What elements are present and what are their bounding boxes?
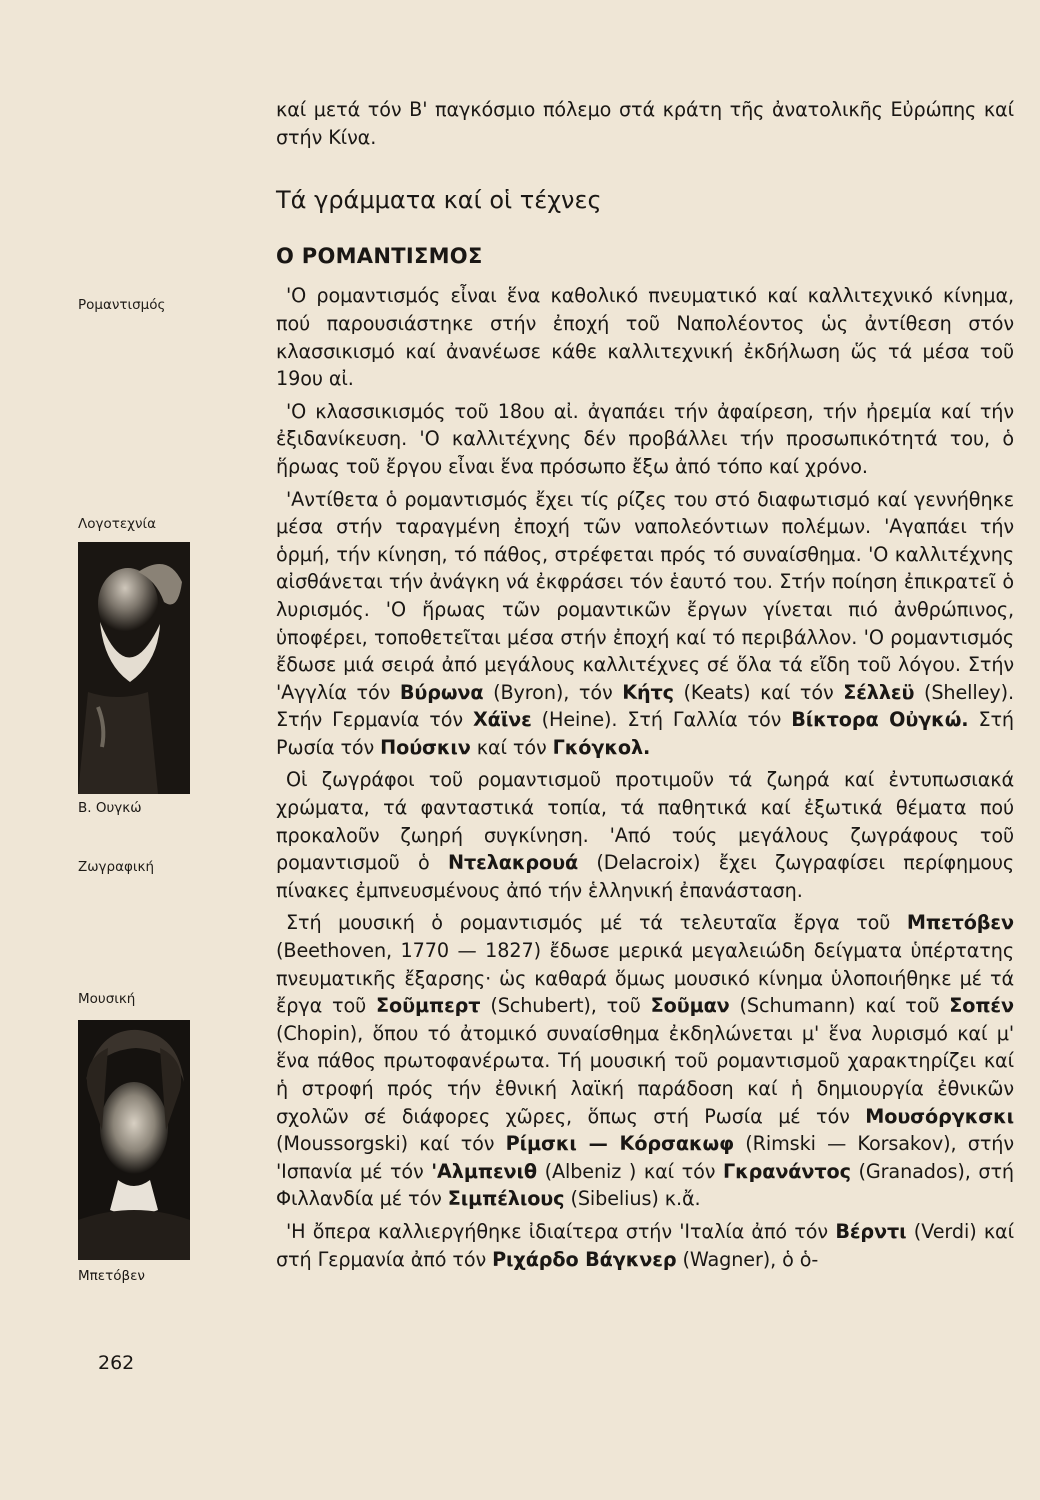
text-run: 'Η ὄπερα καλλιεργήθηκε ἰδιαίτερα στήν 'Ιταλία ἀπό τόν — [286, 1219, 836, 1243]
text-run: (Shelley). Στήν Γερμανία τόν — [276, 680, 1014, 732]
bold-name: Σοπέν — [949, 994, 1014, 1018]
body-paragraphs — [276, 282, 1014, 1273]
bold-name: Γκρανάντος — [722, 1159, 851, 1183]
text-run: (Verdi) καί στή Γερμανία ἀπό τόν — [276, 1219, 1014, 1271]
bold-name: Χάϊνε — [472, 708, 532, 732]
text-run: Στή μουσική ὁ ρομαντισμός μέ τά τελευταῖα ἔργα τοῦ — [286, 911, 907, 935]
text-run: 'Ο κλασσικισμός τοῦ 18ου αἰ. ἀγαπάει τήν ἀφαίρεση, τήν ἠρεμία καί τήν ἐξιδανίκευση. 'Ο καλλιτέχνης δέν προβάλλει τήν προσωπικότητά του, ὁ ἥρωας τοῦ ἔργου εἶναι ἕνα πρόσωπο ἔξω ἀπό τόπο καί χρόνο. — [276, 399, 1014, 478]
text-run: (Albeniz ) καί τόν — [536, 1159, 723, 1183]
margin-label-music: Μουσική — [78, 991, 136, 1007]
text-run: (Sibelius) κ.ἄ. — [564, 1187, 701, 1211]
bold-name: Ρίμσκι — Κόρσακωφ — [505, 1132, 734, 1156]
bold-name: Κήτς — [622, 680, 674, 704]
intro-text: καί μετά τόν Β' παγκόσμιο πόλεμο στά κράτη τῆς ἀνατολικῆς Εὐρώπης καί στήν Κίνα. — [276, 98, 1014, 149]
portrait-beethoven — [78, 1020, 190, 1260]
bold-name: Βίκτορα Οὐγκώ. — [791, 708, 969, 732]
bold-name: Μουσόργκσκι — [865, 1104, 1014, 1128]
text-run: (Heine). Στή Γαλλία τόν — [531, 708, 792, 732]
section-title: Τά γράμματα καί οἱ τέχνες — [276, 186, 602, 215]
body-paragraph — [276, 282, 1014, 392]
text-run: (Schumann) καί τοῦ — [729, 994, 950, 1018]
margin-label-literature: Λογοτεχνία — [78, 516, 156, 532]
body-paragraph — [276, 486, 1014, 762]
caption-beethoven: Μπετόβεν — [78, 1268, 145, 1284]
text-run: (Moussorgski) καί τόν — [276, 1132, 506, 1156]
bold-name: Βέρντι — [835, 1219, 907, 1243]
bold-name: Σιμπέλιους — [447, 1187, 565, 1211]
bold-name: Ντελακρουά — [448, 851, 579, 875]
text-run: (Wagner), ὁ ὁ- — [676, 1247, 819, 1271]
text-run: (Delacroix) ἔχει ζωγραφίσει περίφημους πίνακες ἐμπνευσμένους ἀπό τήν ἑλληνική ἐπανάσταση. — [276, 851, 1014, 902]
text-run: (Chopin), ὅπου τό ἀτομικό συναίσθημα ἐκδηλώνεται μ' ἕνα λυρισμό καί μ' ἕνα πάθος πρωτοφανέρωτα. Τή μουσική τοῦ ρομαντισμοῦ χαρακτηρίζει καί ἡ στροφή πρός τήν ἐθνική λαϊκή παράδοση καί ἡ δημιουργία ἐθνικῶν σχολῶν σέ διάφορες χῶρες, ὅπως στή Ρωσία μέ τόν — [276, 1021, 1014, 1128]
text-run: (Byron), τόν — [483, 680, 623, 704]
text-run: (Rimski — Korsakov), στήν 'Ισπανία μέ τόν — [276, 1132, 1014, 1183]
bold-name: 'Αλμπενιθ — [431, 1159, 537, 1183]
text-run: (Granados), στή Φιλλανδία μέ τόν — [276, 1159, 1014, 1211]
bold-name: Μπετόβεν — [906, 911, 1014, 935]
margin-label-painting: Ζωγραφική — [78, 859, 154, 875]
page-number: 262 — [98, 1352, 135, 1374]
bold-name: Γκόγκολ. — [552, 735, 651, 759]
bold-name: Βύρωνα — [399, 680, 484, 704]
portrait-victor-hugo — [78, 542, 190, 794]
bold-name: Ριχάρδο Βάγκνερ — [492, 1247, 677, 1271]
bold-name: Πούσκιν — [380, 735, 471, 759]
body-paragraph — [276, 1218, 1014, 1273]
bold-name: Σοῦμπερτ — [376, 994, 481, 1018]
text-run: 'Αντίθετα ὁ ρομαντισμός ἔχει τίς ρίζες του στό διαφωτισμό καί γεννήθηκε μέσα στήν ταραγμένη ἐποχή τῶν ναπολεόντιων πολέμων. 'Αγαπάει τήν ὁρμή, τήν κίνηση, τό πάθος, στρέφεται πρός τό συναίσθημα. 'Ο καλλιτέχνης αἰσθάνεται τήν ἀνάγκη νά ἐκφράσει τόν ἑαυτό του. Στήν ποίηση ἐπικρατεῖ ὁ λυρισμός. 'Ο ἥρωας τῶν ρομαντικῶν ἔργων γίνεται πιό ἀνθρώπινος, ὑποφέρει, τοποθετεῖται μέσα στήν ἐποχή καί τό περιβάλλον. 'Ο ρομαντισμός ἔδωσε μιά σειρά ἀπό μεγάλους καλλιτέχνες σέ ὅλα τά εἴδη τοῦ λόγου. Στήν 'Αγγλία τόν — [276, 487, 1014, 704]
body-paragraph — [276, 766, 1014, 904]
text-run: καί τόν — [470, 735, 553, 759]
body-paragraph — [276, 398, 1014, 481]
bold-name: Σοῦμαν — [650, 994, 730, 1018]
main-text-column — [276, 96, 1014, 1278]
text-run: (Beethoven, 1770 — 1827) ἔδωσε μερικά μεγαλειώδη δείγματα ὑπέρτατης πνευματικῆς ἔξαρσης· ὡς καθαρά ὅμως μουσικό κίνημα ὑλοποιήθηκε μέ τά ἔργα τοῦ — [276, 939, 1014, 1018]
text-run: 'Ο ρομαντισμός εἶναι ἕνα καθολικό πνευματικό καί καλλιτεχνικό κίνημα, πού παρουσιάστηκε στήν ἐποχή τοῦ Ναπολέοντος ὡς ἀντίθεση στόν κλασσικισμό καί ἀνανέωσε κάθε καλλιτεχνική ἐκδήλωση ὥς τά μέσα τοῦ 19ου αἰ. — [276, 284, 1014, 391]
text-run: Στή Ρωσία τόν — [276, 708, 1014, 759]
caption-hugo: Β. Ουγκώ — [78, 800, 142, 816]
subsection-title: Ο ΡΟΜΑΝΤΙΣΜΟΣ — [276, 243, 483, 268]
body-paragraph — [276, 909, 1014, 1213]
margin-label-romanticism: Ρομαντισμός — [78, 297, 166, 313]
bold-name: Σέλλεϋ — [843, 680, 915, 704]
text-run: (Schubert), τοῦ — [480, 994, 651, 1018]
text-run: (Keats) καί τόν — [673, 680, 844, 704]
text-run: Οἱ ζωγράφοι τοῦ ρομαντισμοῦ προτιμοῦν τά ζωηρά καί ἐντυπωσιακά χρώματα, τά φανταστικά τοπία, τά παθητικά καί ἐξωτικά θέματα πού προκαλοῦν ζωηρή συγκίνηση. 'Από τούς μεγάλους ζωγράφους τοῦ ρομαντισμοῦ ὁ — [276, 768, 1014, 875]
